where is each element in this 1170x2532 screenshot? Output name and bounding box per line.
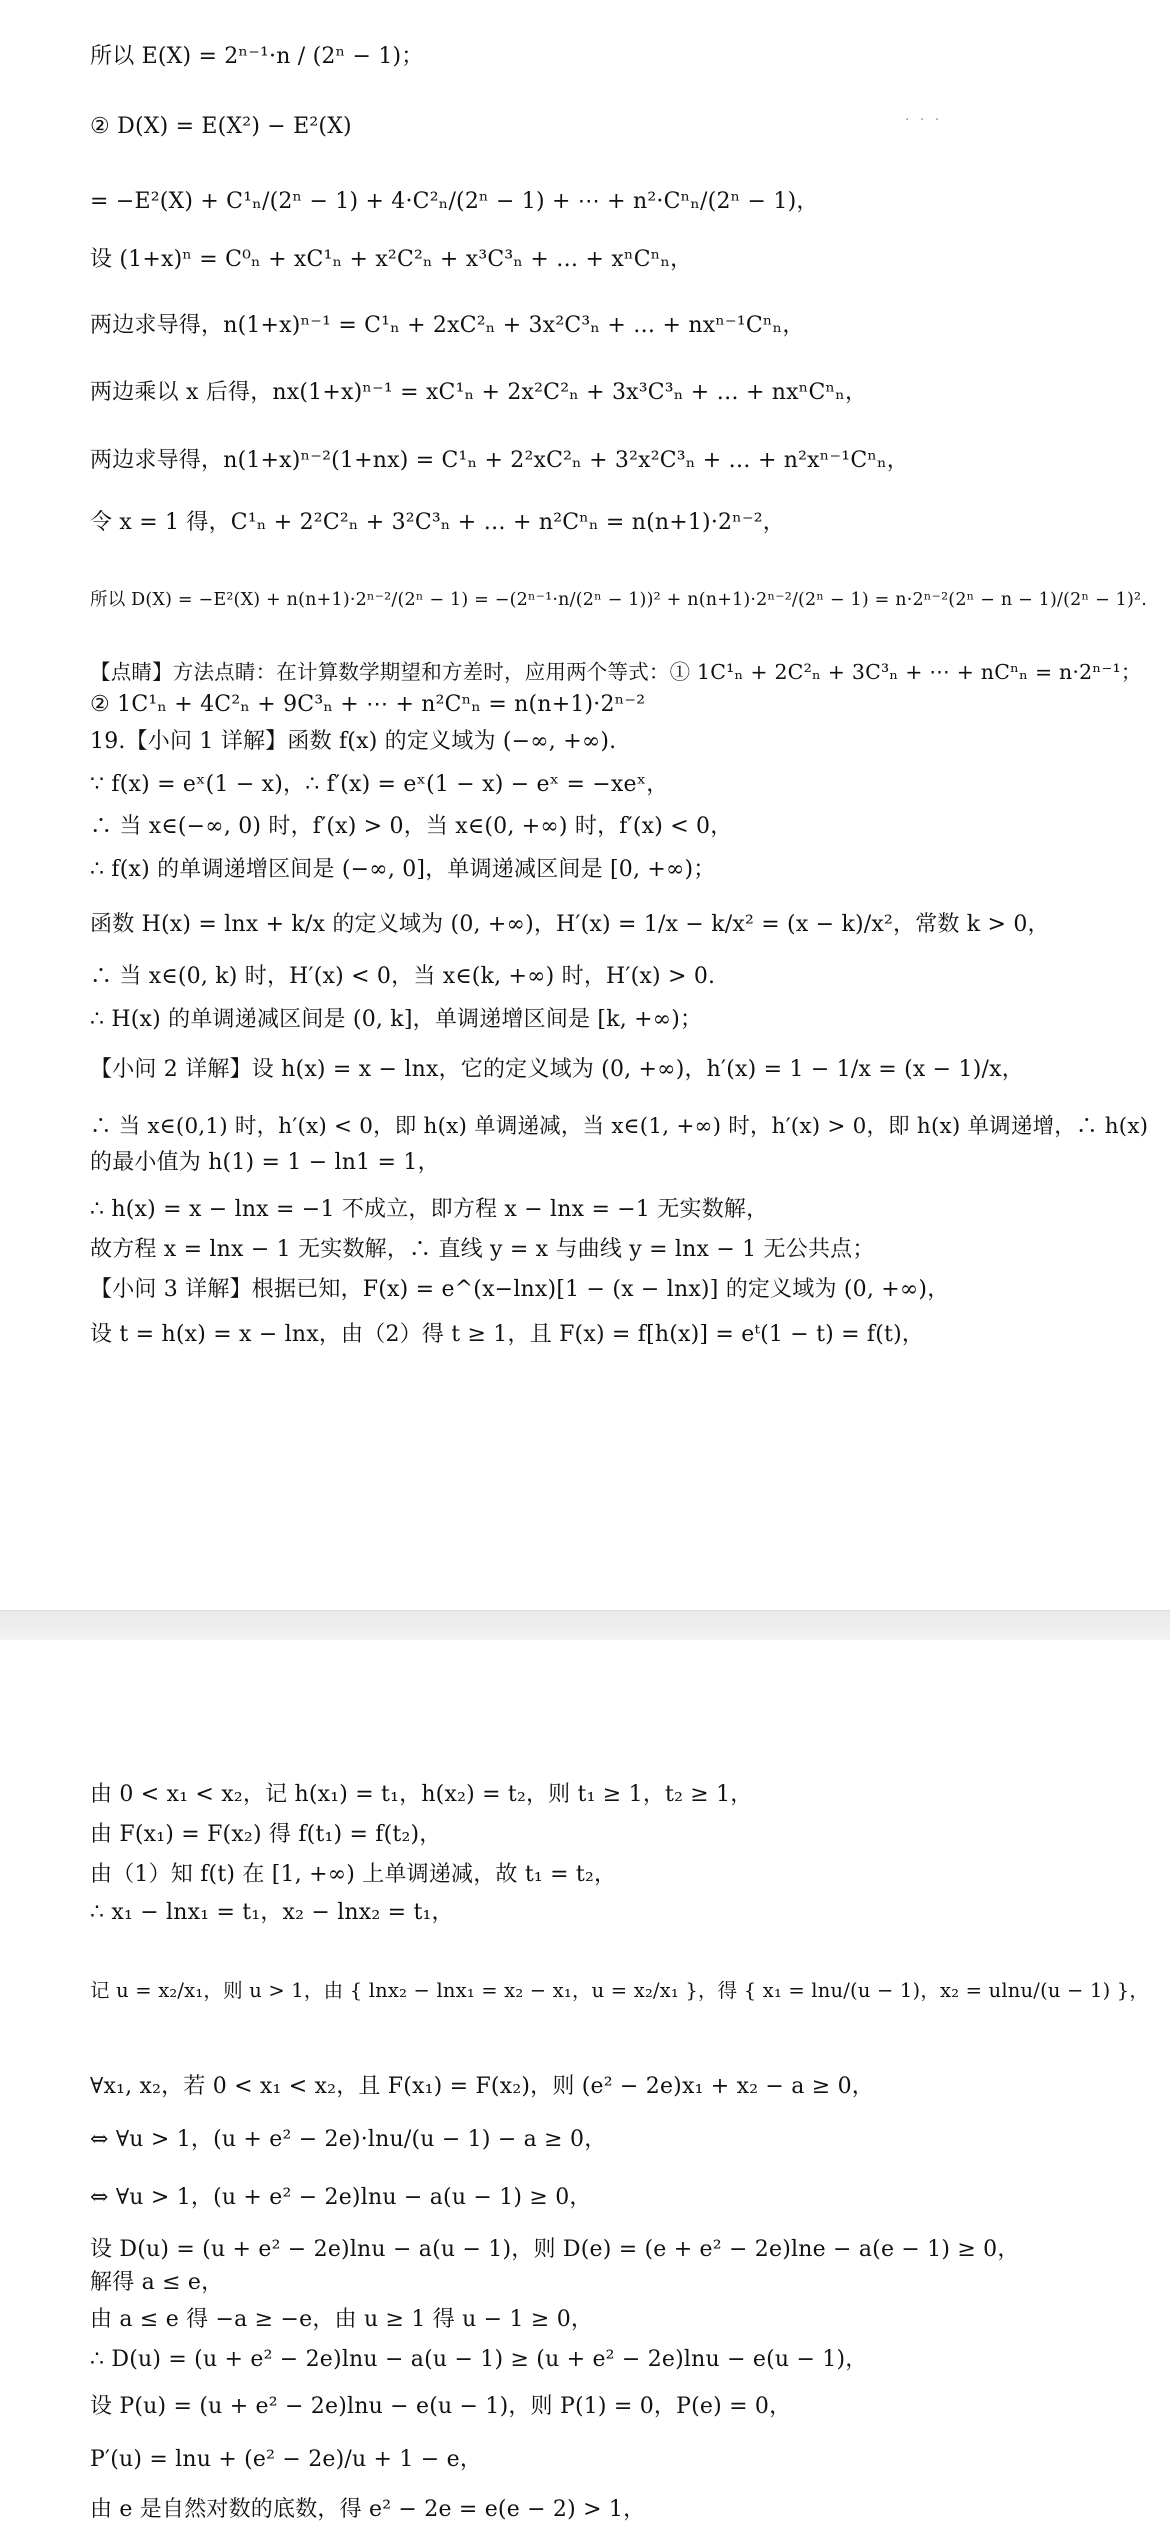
text-line: 19.【小问 1 详解】函数 f(x) 的定义域为 (−∞, +∞). bbox=[90, 729, 617, 754]
text-line: ② 1C¹ₙ + 4C²ₙ + 9C³ₙ + ⋯ + n²Cⁿₙ = n(n+1)·2ⁿ⁻² bbox=[90, 692, 646, 717]
text-line: 记 u = x₂/x₁，则 u > 1，由 { lnx₂ − lnx₁ = x₂ − x₁，u = x₂/x₁ }，得 { x₁ = lnu/(u − 1)，x₂ = ulnu/(u − 1) }， bbox=[90, 1979, 1150, 2002]
text-line: ∴ 当 x∈(0,1) 时，h′(x) < 0，即 h(x) 单调递减，当 x∈(1, +∞) 时，h′(x) > 0，即 h(x) 单调递增，∴ h(x) bbox=[90, 1114, 1149, 1139]
text-line: 【小问 2 详解】设 h(x) = x − lnx，它的定义域为 (0, +∞)，h′(x) = 1 − 1/x = (x − 1)/x， bbox=[90, 1057, 1024, 1082]
text-line: 函数 H(x) = lnx + k/x 的定义域为 (0, +∞)，H′(x) = 1/x − k/x² = (x − k)/x²，常数 k > 0， bbox=[90, 912, 1050, 937]
text-line: 由 0 < x₁ < x₂，记 h(x₁) = t₁，h(x₂) = t₂，则 t₁ ≥ 1，t₂ ≥ 1， bbox=[90, 1782, 753, 1807]
text-line: 两边求导得，n(1+x)ⁿ⁻²(1+nx) = C¹ₙ + 2²xC²ₙ + 3²x²C³ₙ + … + n²xⁿ⁻¹Cⁿₙ， bbox=[90, 448, 909, 473]
text-line: ⇔ ∀u > 1，(u + e² − 2e)lnu − a(u − 1) ≥ 0， bbox=[90, 2185, 592, 2210]
text-line: ∴ h(x) = x − lnx = −1 不成立，即方程 x − lnx = −1 无实数解， bbox=[90, 1197, 769, 1222]
text-line: ∴ H(x) 的单调递减区间是 (0, k]，单调递增区间是 [k, +∞)； bbox=[90, 1007, 703, 1032]
text-line: 设 P(u) = (u + e² − 2e)lnu − e(u − 1)，则 P(1) = 0，P(e) = 0， bbox=[90, 2394, 792, 2419]
text-line: 令 x = 1 得，C¹ₙ + 2²C²ₙ + 3²C³ₙ + … + n²Cⁿₙ = n(n+1)·2ⁿ⁻²， bbox=[90, 510, 785, 535]
text-line: 设 t = h(x) = x − lnx，由（2）得 t ≥ 1，且 F(x) = f[h(x)] = eᵗ(1 − t) = f(t)， bbox=[90, 1322, 925, 1347]
text-line: ∴ f(x) 的单调递增区间是 (−∞, 0]，单调递减区间是 [0, +∞)； bbox=[90, 857, 716, 882]
text-line: 设 (1+x)ⁿ = C⁰ₙ + xC¹ₙ + x²C²ₙ + x³C³ₙ + … + xⁿCⁿₙ， bbox=[90, 247, 693, 272]
text-line: 两边乘以 x 后得，nx(1+x)ⁿ⁻¹ = xC¹ₙ + 2x²C²ₙ + 3x³C³ₙ + … + nxⁿCⁿₙ， bbox=[90, 380, 868, 405]
text-line: ⇔ ∀u > 1，(u + e² − 2e)·lnu/(u − 1) − a ≥ 0， bbox=[90, 2127, 607, 2152]
text-line: 解得 a ≤ e， bbox=[90, 2270, 224, 2295]
text-line: 由 a ≤ e 得 −a ≥ −e，由 u ≥ 1 得 u − 1 ≥ 0， bbox=[90, 2307, 594, 2332]
text-line: 的最小值为 h(1) = 1 − ln1 = 1， bbox=[90, 1150, 440, 1175]
text-line: = −E²(X) + C¹ₙ/(2ⁿ − 1) + 4·C²ₙ/(2ⁿ − 1) + ⋯ + n²·Cⁿₙ/(2ⁿ − 1)， bbox=[90, 189, 819, 214]
text-line: ② D(X) = E(X²) − E²(X) bbox=[90, 114, 352, 139]
document-page-2 bbox=[0, 1640, 1170, 2532]
text-line: 两边求导得，n(1+x)ⁿ⁻¹ = C¹ₙ + 2xC²ₙ + 3x²C³ₙ + … + nxⁿ⁻¹Cⁿₙ， bbox=[90, 313, 805, 338]
stray-marks: · · · bbox=[905, 112, 943, 128]
text-line: ∀x₁, x₂，若 0 < x₁ < x₂，且 F(x₁) = F(x₂)，则 (e² − 2e)x₁ + x₂ − a ≥ 0， bbox=[90, 2074, 874, 2099]
text-line: ∴ D(u) = (u + e² − 2e)lnu − a(u − 1) ≥ (u + e² − 2e)lnu − e(u − 1)， bbox=[90, 2347, 868, 2372]
page-separator bbox=[0, 1610, 1170, 1642]
text-line: P′(u) = lnu + (e² − 2e)/u + 1 − e， bbox=[90, 2447, 483, 2472]
text-line: 所以 D(X) = −E²(X) + n(n+1)·2ⁿ⁻²/(2ⁿ − 1) = −(2ⁿ⁻¹·n/(2ⁿ − 1))² + n(n+1)·2ⁿ⁻²/(2ⁿ − 1) = n·2ⁿ⁻²(2ⁿ − n − 1)/(2ⁿ − 1)². bbox=[90, 590, 1147, 610]
text-line: 由（1）知 f(t) 在 [1, +∞) 上单调递减，故 t₁ = t₂， bbox=[90, 1862, 617, 1887]
text-line: ∴ x₁ − lnx₁ = t₁，x₂ − lnx₂ = t₁， bbox=[90, 1900, 454, 1925]
text-line: 【点睛】方法点睛：在计算数学期望和方差时，应用两个等式：① 1C¹ₙ + 2C²ₙ + 3C³ₙ + ⋯ + nCⁿₙ = n·2ⁿ⁻¹； bbox=[90, 660, 1142, 684]
text-line: 所以 E(X) = 2ⁿ⁻¹·n / (2ⁿ − 1)； bbox=[90, 44, 424, 69]
text-line: 故方程 x = lnx − 1 无实数解，∴ 直线 y = x 与曲线 y = lnx − 1 无公共点； bbox=[90, 1237, 875, 1262]
text-line: 【小问 3 详解】根据已知，F(x) = e^(x−lnx)[1 − (x − lnx)] 的定义域为 (0, +∞)， bbox=[90, 1277, 950, 1302]
text-line: ∴ 当 x∈(0, k) 时，H′(x) < 0，当 x∈(k, +∞) 时，H′(x) > 0. bbox=[90, 964, 716, 989]
text-line: 由 e 是自然对数的底数，得 e² − 2e = e(e − 2) > 1， bbox=[90, 2497, 646, 2522]
text-line: ∵ f(x) = eˣ(1 − x)，∴ f′(x) = eˣ(1 − x) − eˣ = −xeˣ， bbox=[90, 772, 669, 797]
text-line: ∴ 当 x∈(−∞, 0) 时，f′(x) > 0，当 x∈(0, +∞) 时，f′(x) < 0， bbox=[90, 814, 733, 839]
text-line: 由 F(x₁) = F(x₂) 得 f(t₁) = f(t₂)， bbox=[90, 1822, 442, 1847]
text-line: 设 D(u) = (u + e² − 2e)lnu − a(u − 1)，则 D(e) = (e + e² − 2e)lne − a(e − 1) ≥ 0， bbox=[90, 2237, 1020, 2262]
